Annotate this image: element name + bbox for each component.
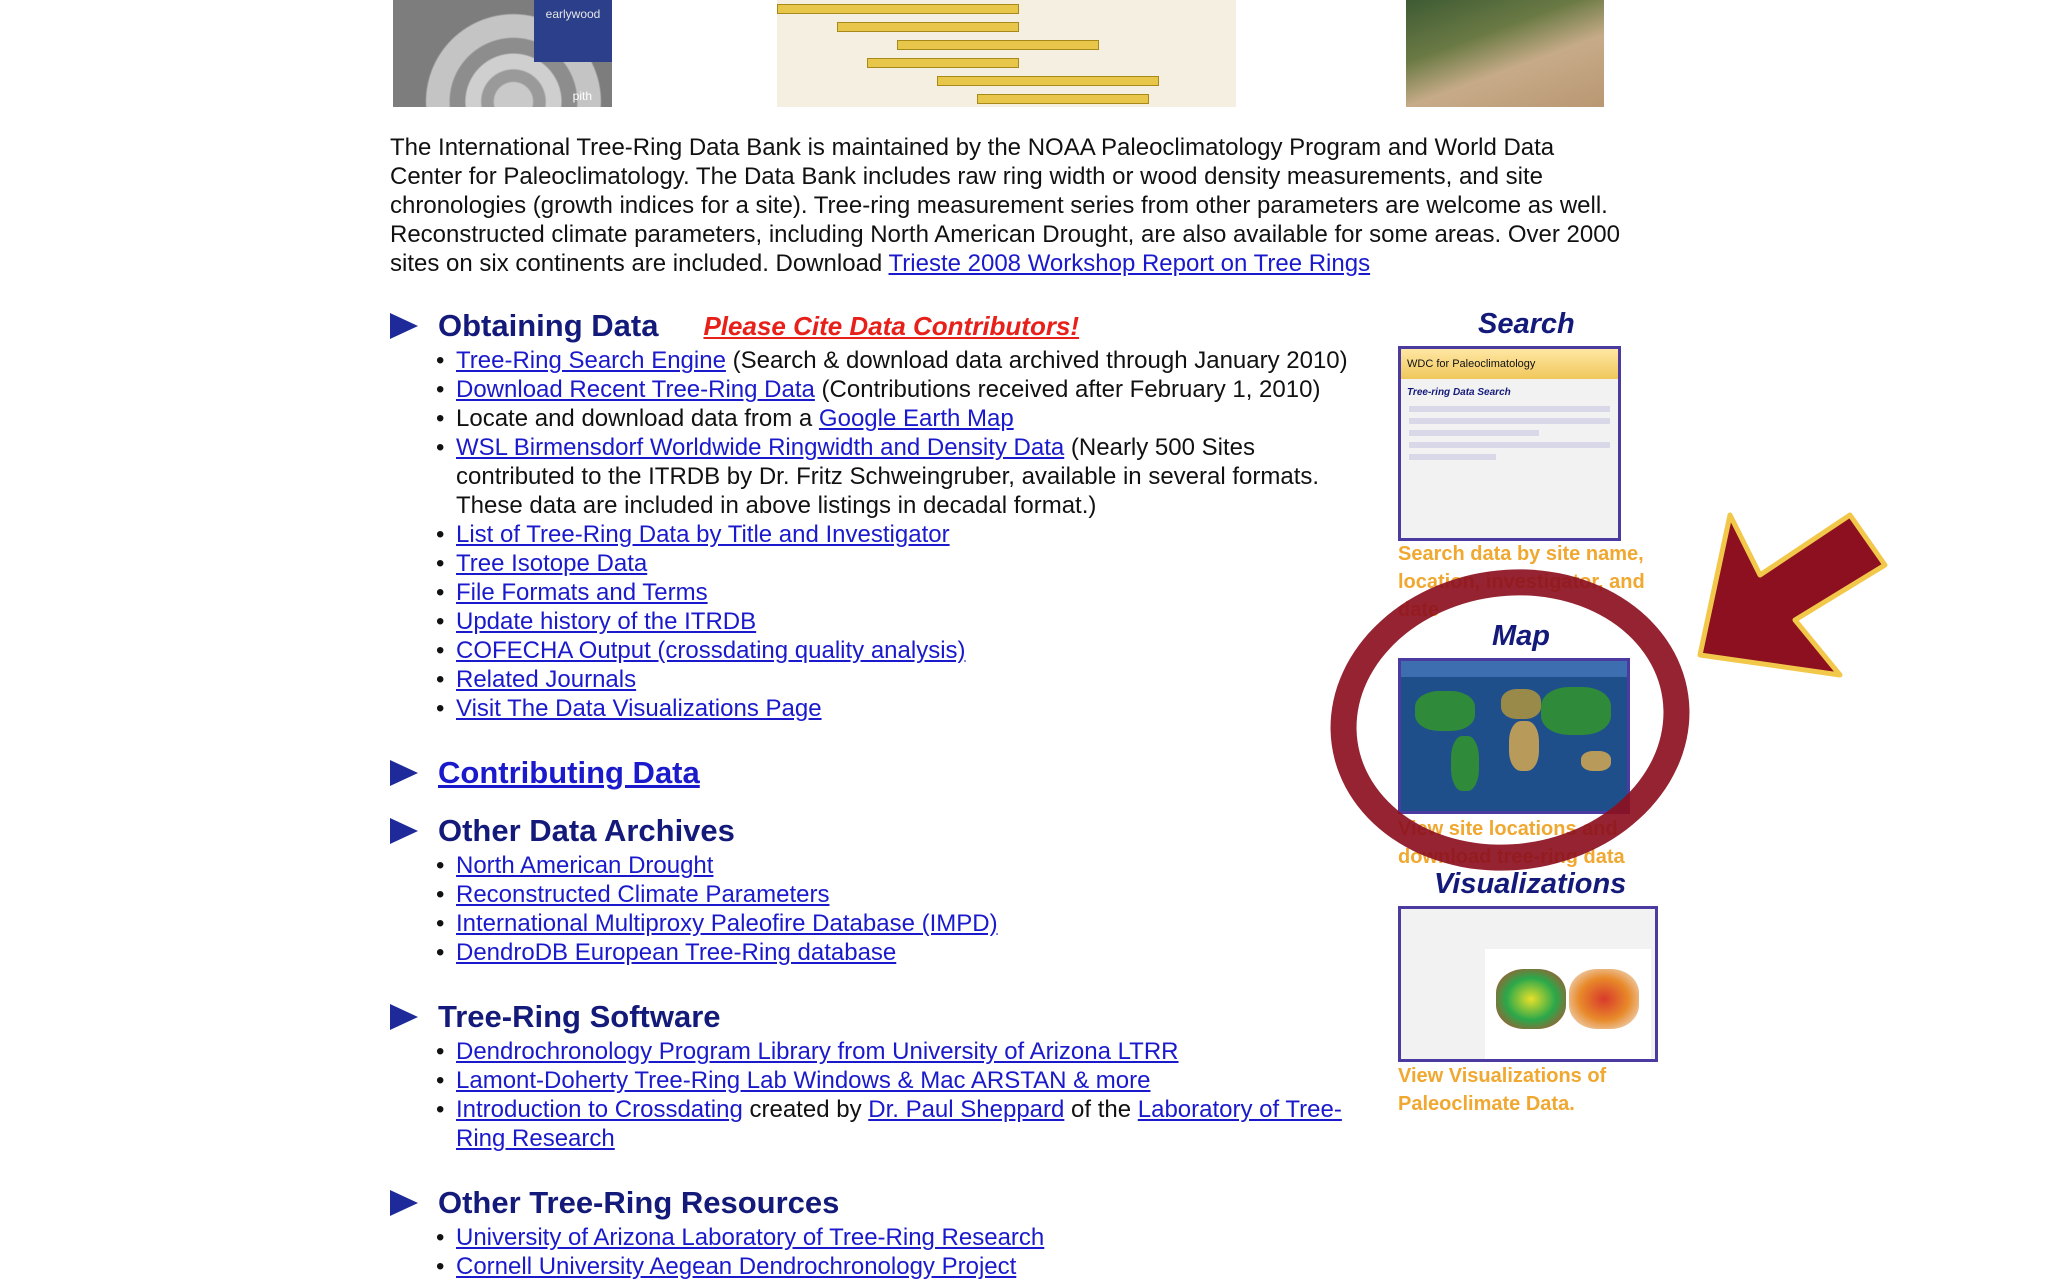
item-link[interactable]: Related Journals [456,666,637,693]
visualizations-thumbnail[interactable] [1398,906,1658,1062]
tree-photo-image[interactable] [1406,0,1604,107]
item-link[interactable]: Cornell University Aegean Dendrochronology Project [456,1253,1017,1280]
list-item [436,1223,1380,1252]
triangle-bullet-icon [390,313,418,339]
item-link[interactable]: Tree Isotope Data [456,550,648,577]
item-link[interactable]: DendroDB European Tree-Ring database [456,939,897,966]
tree-ring-cross-section-image[interactable] [393,0,612,107]
list-item [436,375,1380,404]
list-item [436,636,1380,665]
search-caption: Search data by site name, location, investigator, and date [1398,543,1645,621]
list-item [436,851,1380,880]
trieste-report-link[interactable]: Trieste 2008 Workshop Report on Tree Rings [888,250,1371,277]
item-text: (Contributions received after February 1, 2010) [814,376,1321,403]
earlywood-badge: earlywood [534,0,612,62]
resources-heading: Other Tree-Ring Resources [438,1185,840,1220]
item-link[interactable]: List of Tree-Ring Data by Title and Investigator [456,521,950,548]
list-item [436,694,1380,723]
intro-paragraph [390,133,1630,278]
pith-label: pith [572,89,592,103]
list-item [436,520,1380,549]
list-item [436,880,1380,909]
chronology-bars-image[interactable] [777,0,1236,107]
list-item [436,549,1380,578]
obtaining-data-heading: Obtaining Data [438,308,659,343]
list-item [436,607,1380,636]
item-text: (Search & download data archived through January 2010) [725,347,1348,374]
item-text: (Nearly 500 Sites contributed to the ITRDB by Dr. Fritz Schweingruber, available in several formats. These data are included in above listings in decadal format.) [456,434,1320,519]
software-heading: Tree-Ring Software [438,999,721,1034]
obtaining-data-list [390,346,1380,723]
list-item [436,404,1380,433]
software-section [390,997,1380,1153]
item-link[interactable]: Tree-Ring Search Engine [456,347,726,374]
list-item [436,909,1380,938]
item-link[interactable]: Lamont-Doherty Tree-Ring Lab Windows & Mac ARSTAN & more [456,1067,1151,1094]
item-link[interactable]: Dendrochronology Program Library from University of Arizona LTRR [456,1038,1179,1065]
lab-link[interactable]: Laboratory of Tree-Ring Research [456,1096,1342,1152]
list-item [436,938,1380,967]
visualizations-caption: View Visualizations of Paleoclimate Data. [1398,1065,1607,1115]
item-link[interactable]: Google Earth Map [818,405,1014,432]
resources-section [390,1183,1380,1281]
crossdating-intro-link[interactable]: Introduction to Crossdating [456,1096,743,1123]
item-link[interactable]: Download Recent Tree-Ring Data [456,376,815,403]
triangle-bullet-icon [390,1190,418,1216]
item-link[interactable]: File Formats and Terms [456,579,708,606]
list-item [436,1037,1380,1066]
item-link[interactable]: International Multiproxy Paleofire Database (IMPD) [456,910,998,937]
pointer-arrow-icon [1690,505,1890,685]
cite-contributors-link[interactable]: Please Cite Data Contributors! [703,310,1080,341]
list-item [436,1252,1380,1281]
list-item [436,346,1380,375]
main-content [390,306,1380,1281]
software-list [390,1037,1380,1153]
item-text: created by [742,1096,869,1123]
search-thumbnail-subtitle: Tree-ring Data Search [1407,387,1511,398]
author-link[interactable]: Dr. Paul Sheppard [868,1096,1065,1123]
list-item [436,578,1380,607]
item-link[interactable]: University of Arizona Laboratory of Tree-Ring Research [456,1224,1045,1251]
obtaining-data-section [390,306,1380,723]
list-item [436,1066,1380,1095]
list-item [436,665,1380,694]
item-link[interactable]: Visit The Data Visualizations Page [456,695,822,722]
item-link[interactable]: WSL Birmensdorf Worldwide Ringwidth and Density Data [456,434,1065,461]
list-item [436,1095,1380,1153]
item-link[interactable]: Update history of the ITRDB [456,608,757,635]
visualizations-heading: Visualizations [1434,868,1627,900]
triangle-bullet-icon [390,818,418,844]
search-heading: Search [1478,308,1575,340]
item-text: Locate and download data from a [456,405,819,432]
item-link[interactable]: COFECHA Output (crossdating quality analysis) [456,637,966,664]
intro-text: The International Tree-Ring Data Bank is maintained by the NOAA Paleoclimatology Program and World Data Center for Paleoclimatology. The Data Bank includes raw ring width or wood density measurements, and site chronologies (growth indices for a site). Tree-ring measurement series from other parameters are welcome as well. Reconstructed climate parameters, including North American Drought, are also available for some areas. Over 2000 sites on six continents are included. Download [390,134,1620,277]
map-heading: Map [1492,620,1550,652]
list-item [436,433,1380,520]
other-archives-heading: Other Data Archives [438,813,735,848]
item-link[interactable]: North American Drought [456,852,714,879]
triangle-bullet-icon [390,760,418,786]
search-thumbnail[interactable] [1398,346,1621,541]
contributing-data-section [390,753,1380,793]
other-archives-section [390,811,1380,967]
search-thumbnail-title: WDC for Paleoclimatology [1401,349,1618,379]
other-archives-list [390,851,1380,967]
contributing-data-link[interactable]: Contributing Data [438,755,700,790]
item-link[interactable]: Reconstructed Climate Parameters [456,881,830,908]
map-caption: View site locations and download tree-ring data [1398,818,1625,868]
triangle-bullet-icon [390,1004,418,1030]
item-text: of the [1064,1096,1138,1123]
resources-list [390,1223,1380,1281]
